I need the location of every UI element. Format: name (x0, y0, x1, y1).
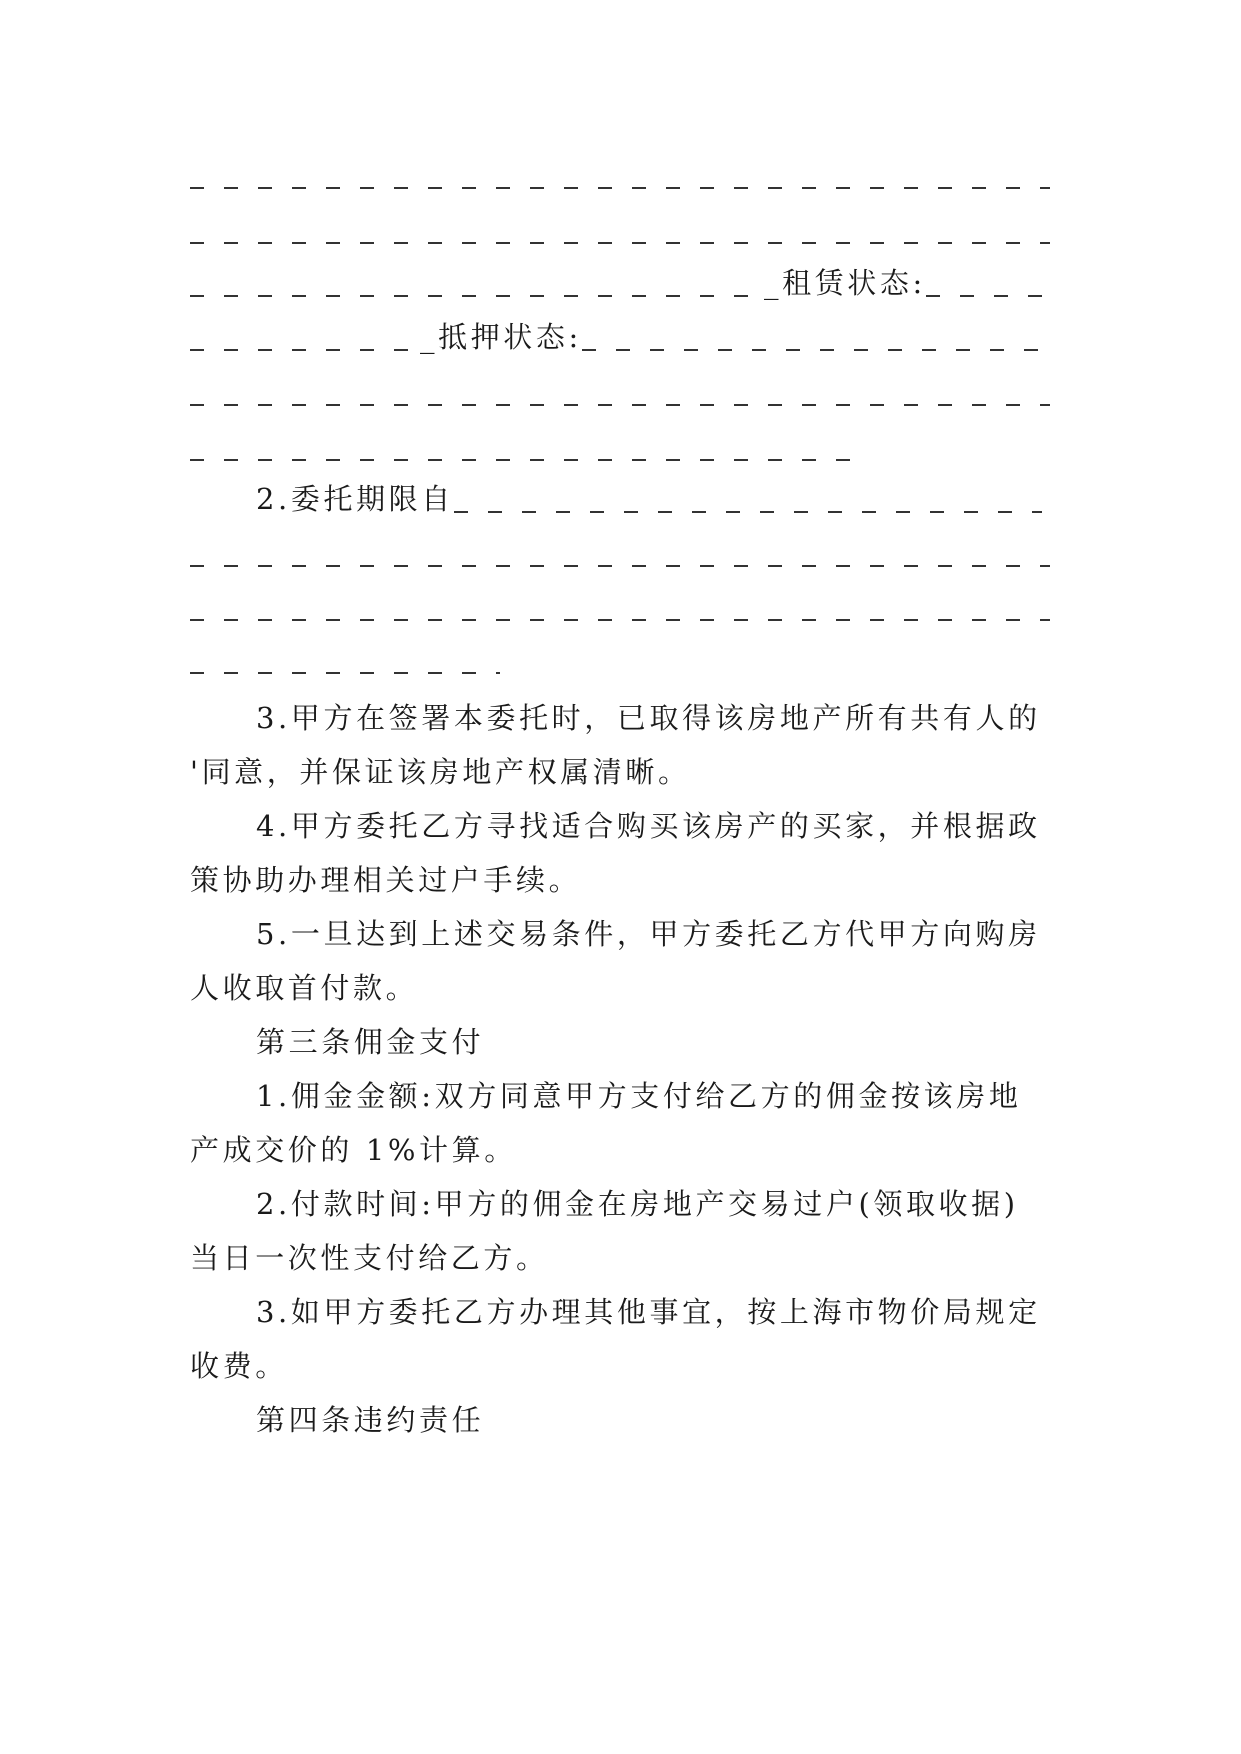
paragraph-text: 人收取首付款。 (190, 971, 419, 1005)
blank-line-8 (190, 533, 1050, 573)
blank-line-5 (190, 372, 1050, 412)
blank-underline (190, 565, 1050, 567)
paragraph-text: 3.如甲方委托乙方办理其他事宜，按上海市物价局规定 (256, 1295, 1041, 1329)
term-line (190, 479, 1050, 519)
paragraph-text: 当日一次性支付给乙方。 (190, 1241, 549, 1275)
blank-underline (190, 404, 1050, 406)
paragraph-text: 策协助办理相关过户手续。 (190, 863, 582, 897)
blank-line-10 (190, 640, 1050, 680)
mortgage-status-line (190, 317, 1050, 357)
term-blank (454, 511, 1042, 513)
paragraph-text: 3.甲方在签署本委托时，已取得该房地产所有共有人的 (256, 701, 1041, 735)
paragraph-4-line-2 (190, 860, 1050, 900)
section-4-heading (190, 1400, 1050, 1440)
paragraph-4-line-1 (190, 806, 1050, 846)
lease-status-label: _租赁状态: (764, 266, 926, 300)
blank-line-2 (190, 210, 1050, 250)
section-3-heading (190, 1022, 1050, 1062)
paragraph-5-line-1 (190, 914, 1050, 954)
paragraph-3-line-1 (190, 698, 1050, 738)
paragraph-5-line-2 (190, 968, 1050, 1008)
blank-underline (190, 295, 764, 297)
paragraph-text: 4.甲方委托乙方寻找适合购买该房产的买家，并根据政 (256, 809, 1041, 843)
clause-3-1-line-2 (190, 1130, 1050, 1170)
paragraph-text: 5.一旦达到上述交易条件，甲方委托乙方代甲方向购房 (256, 917, 1041, 951)
mortgage-status-blank (582, 349, 1044, 351)
section-title: 第四条违约责任 (256, 1403, 485, 1437)
clause-3-3-line-1 (190, 1292, 1050, 1332)
blank-underline (190, 349, 420, 351)
paragraph-3-line-2 (190, 752, 1050, 792)
clause-3-2-line-2 (190, 1238, 1050, 1278)
blank-underline (190, 459, 870, 461)
blank-underline (190, 187, 1050, 189)
paragraph-text: 1.佣金金额:双方同意甲方支付给乙方的佣金按该房地 (256, 1079, 1022, 1113)
term-label: 2.委托期限自 (256, 482, 454, 516)
paragraph-text: 2.付款时间:甲方的佣金在房地产交易过户(领取收据) (256, 1187, 1019, 1221)
clause-3-1-line-1 (190, 1076, 1050, 1116)
paragraph-text: 产成交价的 1%计算。 (190, 1133, 517, 1167)
blank-underline (190, 672, 500, 674)
lease-status-blank (926, 295, 1046, 297)
blank-underline (190, 619, 1050, 621)
clause-3-3-line-2 (190, 1346, 1050, 1386)
blank-line-9 (190, 587, 1050, 627)
clause-3-2-line-1 (190, 1184, 1050, 1224)
blank-underline (190, 242, 1050, 244)
paragraph-text: 收费。 (190, 1349, 288, 1383)
blank-line-6 (190, 427, 1050, 467)
mortgage-status-label: _抵押状态: (420, 320, 582, 354)
blank-line-1 (190, 155, 1050, 195)
section-title: 第三条佣金支付 (256, 1025, 485, 1059)
paragraph-text: '同意，并保证该房地产权属清晰。 (190, 755, 691, 789)
lease-status-line (190, 263, 1050, 303)
